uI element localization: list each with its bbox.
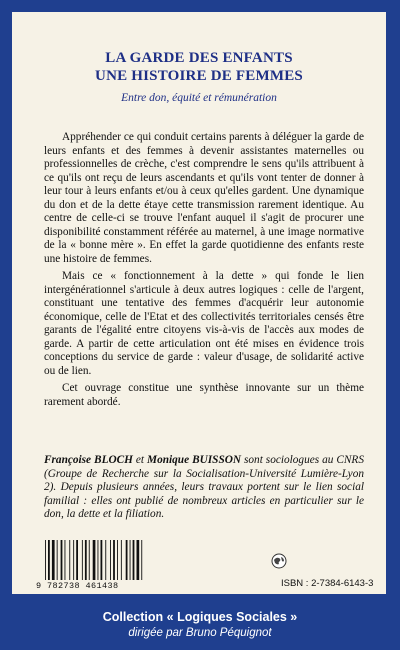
publisher-globe-icon — [271, 553, 287, 569]
back-cover-page — [12, 12, 386, 594]
barcode-bar — [121, 540, 122, 580]
barcode-bar — [61, 540, 63, 580]
author-bio-text: sont sociologues au CNRS (Groupe de Recherche sur la Socialisation-Université Lumière-Lyon 2). Depuis plusieurs années, leurs travaux portent sur le lien social familial : elles ont publié de nombreux articles en particulier sur le don, la dette et la filiation. — [44, 454, 364, 520]
barcode-bar — [57, 540, 58, 580]
blurb-paragraph-1: Appréhender ce qui conduit certains parents à déléguer la garde de leurs enfants et des femmes à devenir assistantes maternelles ou professionnelles de crèche, c'est comprendre le sens qu'ils attribuent à ce qu'ils ont reçu de leurs ascendants et qu'ils vont tenter de donner à leur tour à leurs enfants et/ou à ceux qu'elles gardent. Une dynamique du don et de la dette étaye cette transmission rarement identique. Au centre de celle-ci se trouve l'enfant auquel il s'agit de procurer une disponibilité constamment référée au maternel, à une image normative de la « bonne mère ». En effet la garde quotidienne des enfants reste une histoire de femmes. — [44, 131, 364, 265]
title-line-2: UNE HISTOIRE DE FEMMES — [95, 68, 303, 84]
barcode-bar — [48, 540, 50, 580]
barcode-bar — [82, 540, 83, 580]
barcode-bar — [133, 540, 135, 580]
blurb-paragraph-2: Mais ce « fonctionnement à la dette » qui fonde le lien intergénérationnel s'articule à deux autres logiques : celle de l'argent, constituant une tentative des femmes d'acquérir leur autonomie économique, celle de l'Etat et des collectivités territoriales censés être garants de l'égalité entre citoyens vis-à-vis de l'accès aux modes de garde. A partir de cette articulation ont été mises en évidence trois conceptions du service de garde : valeur d'usage, de solidarité active ou de lien. — [44, 270, 364, 377]
barcode-bar — [141, 540, 142, 580]
barcode-bar — [93, 540, 96, 580]
barcode-bar — [137, 540, 140, 580]
barcode-bar — [52, 540, 55, 580]
barcode-number: 9 782738 461438 — [36, 581, 119, 591]
barcode-bar — [65, 540, 66, 580]
barcode-bar — [85, 540, 87, 580]
isbn-number: ISBN : 2-7384-6143-3 — [281, 578, 374, 589]
barcode-bar — [73, 540, 74, 580]
author-conj: et — [132, 454, 148, 466]
barcode-bar — [69, 540, 70, 580]
blurb-paragraph-3: Cet ouvrage constitue une synthèse innovante sur un thème rarement abordé. — [44, 382, 364, 408]
barcode-graphic — [43, 540, 195, 586]
author-name-1: Françoise BLOCH — [44, 454, 133, 466]
barcode-bar — [126, 540, 128, 580]
blurb-text — [44, 131, 364, 413]
barcode-bar — [98, 540, 99, 580]
barcode-bar — [101, 540, 103, 580]
barcode-bar — [117, 540, 118, 580]
barcode-bar — [45, 540, 46, 580]
barcode-bar — [110, 540, 111, 580]
collection-name: Collection « Logiques Sociales » — [102, 610, 298, 624]
barcode-bar — [89, 540, 90, 580]
barcode-bar — [76, 540, 78, 580]
author-bio — [44, 454, 364, 522]
barcode-bar — [130, 540, 131, 580]
barcode-bar — [105, 540, 106, 580]
subtitle: Entre don, équité et rémunération — [121, 92, 277, 104]
collection-director: dirigée par Bruno Péquignot — [128, 627, 272, 639]
author-name-2: Monique BUISSON — [147, 454, 242, 466]
barcode-bar — [113, 540, 115, 580]
title-line-1: LA GARDE DES ENFANTS — [105, 50, 293, 66]
